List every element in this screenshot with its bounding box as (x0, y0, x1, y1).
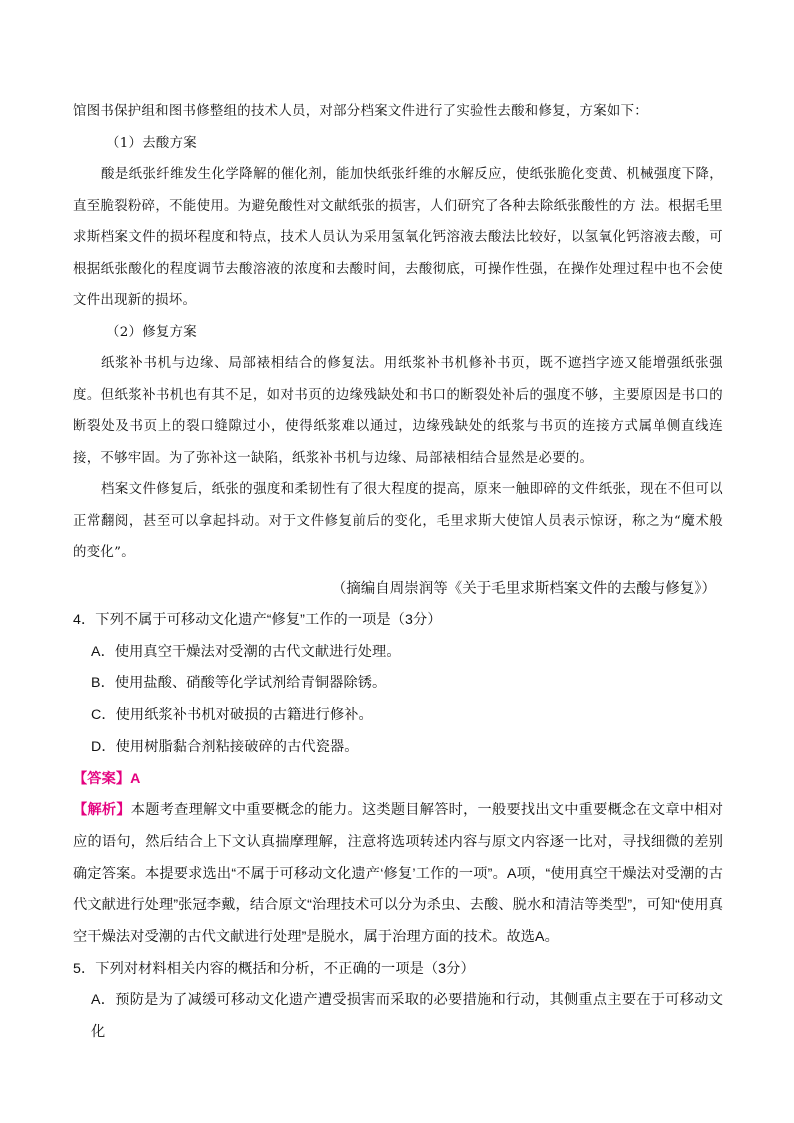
paragraph-deacidification: 酸是纸张纤维发生化学降解的催化剂，能加快纸张纤维的水解反应，使纸张脆化变黄、机械强度下降，直至脆裂粉碎，不能使用。为避免酸性对文献纸张的损害，人们研究了各种去除纸张酸性的方 法。根据毛里求斯档案文件的损坏程度和特点，技术人员认为采用氢氧化钙溶液去酸法比较好，以氢氧化钙溶液去酸，可根据纸张酸化的程度调节去酸溶液的浓度和去酸时间，去酸彻底，可操作性强，在操作处理过程中也不会使文件出现新的损坏。 (73, 167, 723, 308)
answer-tag: 【答案】 (73, 770, 131, 787)
analysis-text: 本题考查理解文中重要概念的能力。这类题目解答时，一般要找出文中重要概念在文章中相对应的语句，然后结合上下文认真揣摩理解，注意将选项转述内容与原文内容逐一比对，寻找细微的差别确定答案。本提要求选出“不属于可移动文化遗产‘修复’工作的一项”。A项，“使用真空干燥法对受潮的古代文献进行处理”张冠李戴，结合原文“治理技术可以分为杀虫、去酸、脱水和清洁等类型”，可知“使用真空干燥法对受潮的古代文献进行处理”是脱水，属于治理方面的技术。故选A。 (73, 802, 723, 946)
question-4-answer (73, 764, 723, 796)
question-4-option-d: D．使用树脂黏合剂粘接破碎的古代瓷器。 (91, 738, 359, 755)
reading-passage (73, 96, 723, 569)
passage-intro-line: 馆图书保护组和图书修整组的技术人员，对部分档案文件进行了实验性去酸和修复，方案如下： (73, 104, 649, 119)
question-4-option-c: C．使用纸浆补书机对破损的古籍进行修补。 (91, 707, 373, 724)
questions-section (73, 605, 723, 1049)
section-heading-repair: （2）修复方案 (106, 324, 197, 340)
question-4-option-b: B．使用盐酸、硝酸等化学试剂给青铜器除锈。 (91, 675, 387, 692)
passage-source: （摘编自周崇润等《关于毛里求斯档案文件的去酸与修复》） (331, 581, 716, 597)
question-4-option-a: A．使用真空干燥法对受潮的古代文献进行处理。 (91, 643, 401, 660)
question-5-option-a: A．预防是为了减缓可移动文化遗产遭受损害而采取的必要措施和行动，其侧重点主要在于可移动文化 (91, 992, 723, 1041)
paragraph-result: 档案文件修复后，纸张的强度和柔韧性有了很大程度的提高，原来一触即碎的文件纸张，现在不但可以正常翻阅，甚至可以拿起抖动。对于文件修复前后的变化，毛里求斯大使馆人员表示惊讶，称之为“魔术般的变化”。 (73, 482, 723, 560)
question-4-stem: 4．下列不属于可移动文化遗产“修复”工作的一项是（3分） (73, 612, 442, 628)
question-4-analysis (73, 795, 723, 954)
section-heading-deacidification: （1）去酸方案 (106, 135, 197, 151)
analysis-tag: 【解析】 (73, 802, 131, 819)
paragraph-repair: 纸浆补书机与边缘、局部裱相结合的修复法。用纸浆补书机修补书页，既不遮挡字迹又能增强纸张强度。但纸浆补书机也有其不足，如对书页的边缘残缺处和书口的断裂处补后的强度不够，主要原因是书口的断裂处及书页上的裂口缝隙过小，使得纸浆难以通过，边缘残缺处的纸浆与书页的连接方式属单侧直线连接，不够牢固。为了弥补这一缺陷，纸浆补书机与边缘、局部裱相结合显然是必要的。 (73, 356, 723, 466)
answer-letter: A (130, 770, 141, 787)
question-5-stem: 5．下列对材料相关内容的概括和分析，不正确的一项是（3分） (73, 960, 475, 977)
